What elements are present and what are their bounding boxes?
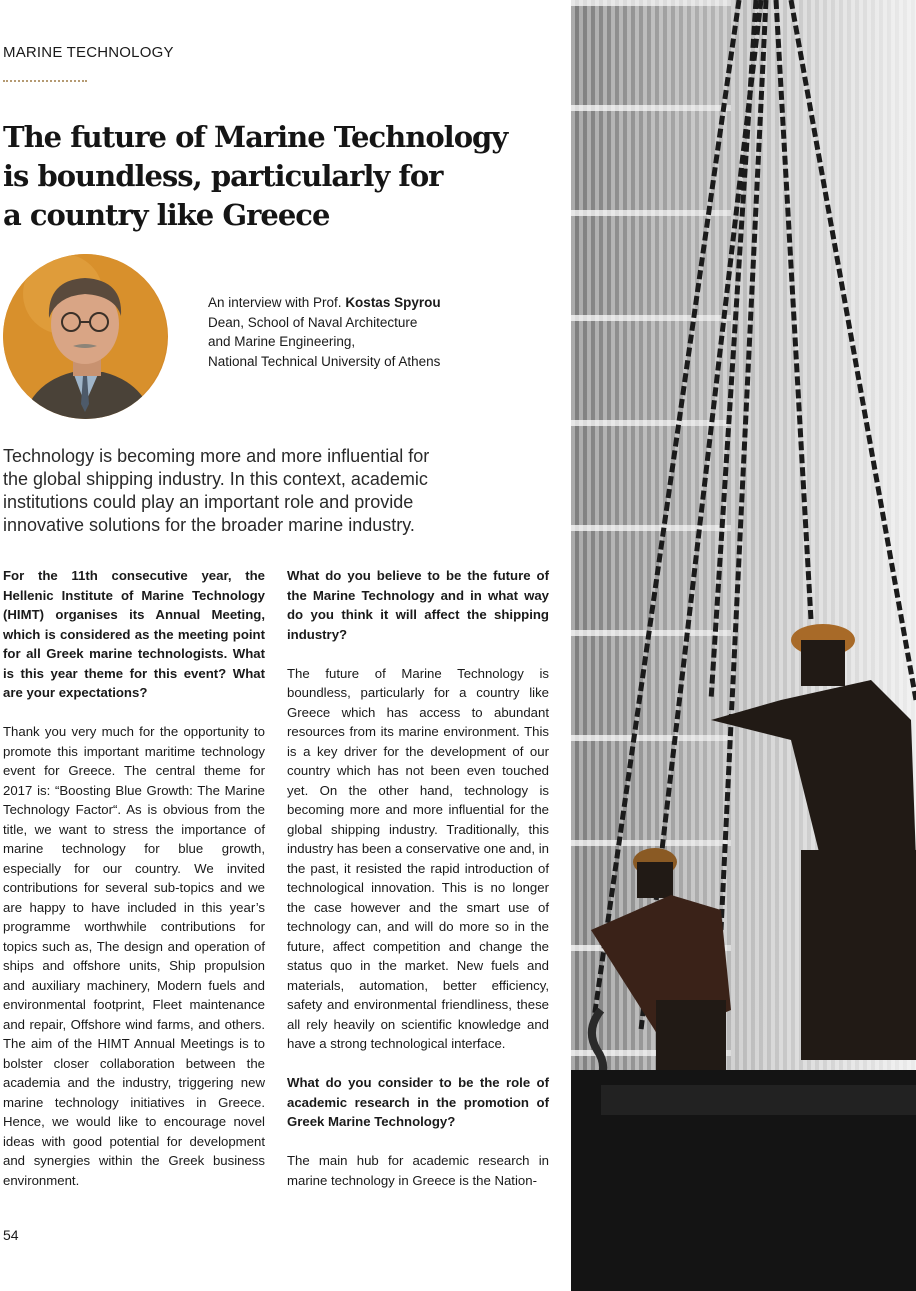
interviewee-role-1: Dean, School of Naval Architecture	[208, 314, 418, 330]
section-divider	[3, 80, 87, 82]
question-1: For the 11th consecutive year, the Hellenic Institute of Marine Technology (HIMT) organises its Annual Meeting, which is considered as the meeting point for all Greek marine technologists. What is this year theme for this event? What are your expectations?	[3, 568, 265, 700]
answer-2: The future of Marine Technology is boundless, particularly for a country like Greece which has access to abundant resources from its marine environment. This is a key driver for the development of our country which has not been even touched yet. On the other hand, technology is becoming more and more influential for the global shipping industry. Traditionally, this industry has been a conservative one and, in the past, it resisted the rapid introduction of technological innovation. This is no longer the case however and the smart use of technology can, and will do more so in the future, affect competition and change the status quo in the market. New fuels and materials, automation, better efficiency, safety and environmental friendliness, these all rely heavily on scientific knowledge and have a strong technological interface.	[287, 665, 549, 1051]
question-3: What do you consider to be the role of academic research in the promotion of Greek Marine Technology?	[287, 1075, 549, 1129]
text-column-left	[3, 566, 265, 1190]
interviewee-portrait	[3, 254, 168, 419]
answer-3: The main hub for academic research in marine technology in Greece is the Nation-	[287, 1153, 549, 1188]
article-lede: Technology is becoming more and more influential for the global shipping industry. In this context, academic institutions could play an important role and provide innovative solutions for the broader marine industry.	[3, 446, 430, 535]
headline-line-3: a country like Greece	[3, 198, 330, 232]
interviewee-name: Kostas Spyrou	[345, 295, 441, 310]
page-number: 54	[3, 1227, 19, 1243]
byline-intro: An interview with Prof.	[208, 295, 346, 310]
answer-1: Thank you very much for the opportunity to promote this important maritime technology event for Greece. The central theme for 2017 is: “Boosting Blue Growth: The Marine Technology Factor“. As is obvious from the title, we want to stress the importance of marine technology for blue growth, especially for our country. We invited contributions for several sub-topics and we are happy to have included in this year’s programme worthwhile contributions for topics such as, The design and operation of ships and offshore units, Ship propulsion and auxiliary machinery, Modern fuels and environmental footprint, Fleet maintenance and repair, Offshore wind farms, and others. The aim of the HIMT Annual Meetings is to bolster closer collaboration between the academia and the industry, triggering new marine technology initiatives in Greece. Hence, we would like to encourage novel ideas with good potential for development and synergies within the Greek business environment.	[3, 724, 265, 1188]
headline-line-2: is boundless, particularly for	[3, 159, 443, 193]
interviewee-byline	[208, 293, 441, 371]
text-column-right	[287, 566, 549, 1190]
headline-line-1: The future of Marine Technology	[3, 120, 508, 154]
interviewee-institution: National Technical University of Athens	[208, 353, 441, 369]
interviewee-role-2: and Marine Engineering,	[208, 334, 356, 349]
article-headline	[3, 118, 563, 235]
portrait-illustration	[3, 254, 168, 419]
shipyard-workers-chains-image	[571, 0, 916, 1291]
shipyard-photo	[571, 0, 916, 1291]
section-label: MARINE TECHNOLOGY	[3, 44, 174, 61]
byline-intro-line	[208, 293, 441, 313]
question-2: What do you believe to be the future of the Marine Technology and in what way do you think it will affect the shipping industry?	[287, 568, 549, 642]
